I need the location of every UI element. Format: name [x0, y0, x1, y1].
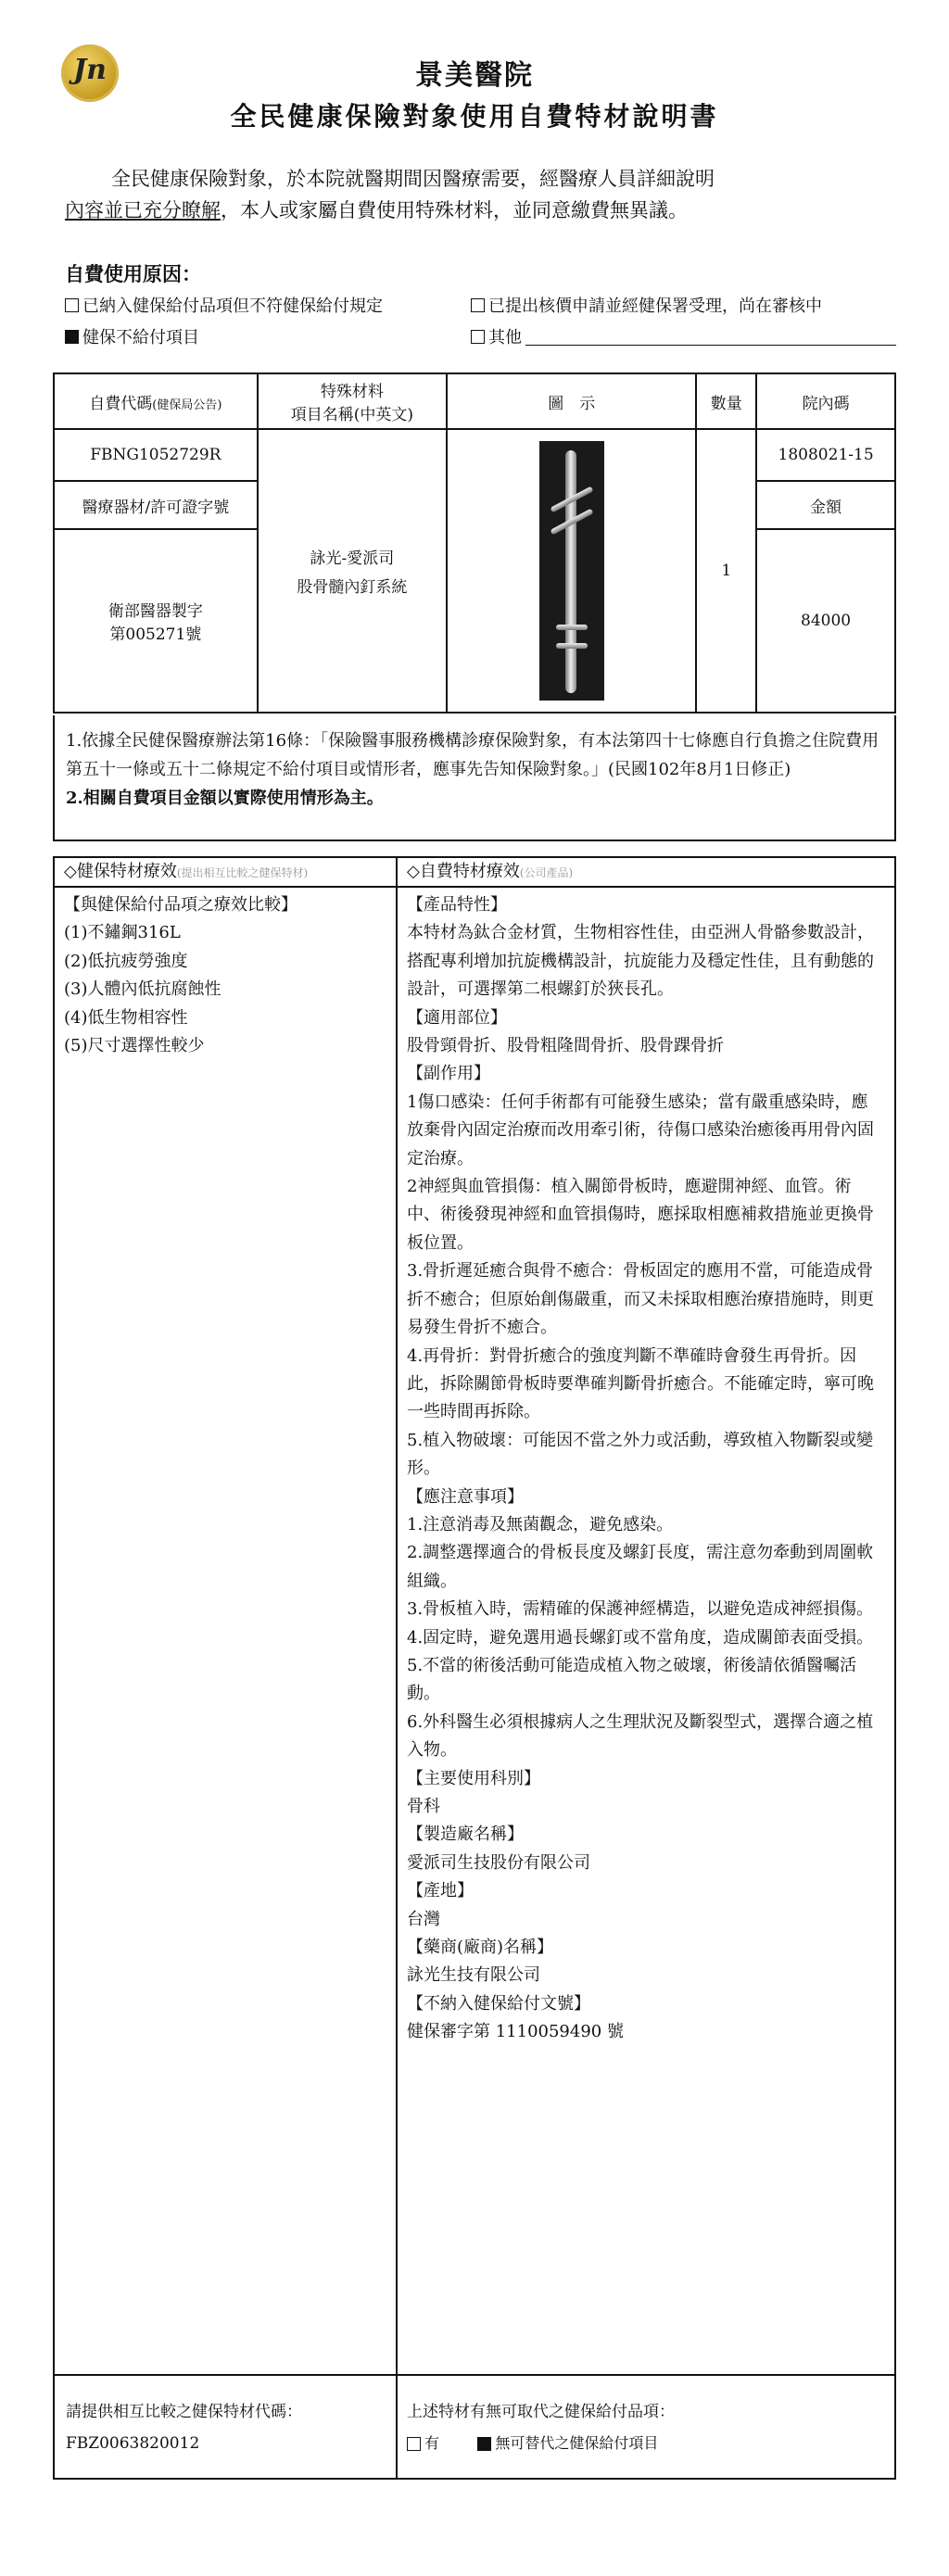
reason-option-1[interactable]: 已納入健保給付品項但不符健保給付規定 — [65, 293, 383, 317]
note-1: 1.依據全民健保醫療辦法第16條：「保險醫事服務機構診療保險對象，有本法第四十七條應自行負擔之住院費用第五十一條或五十二條規定不給付項目或情形者，應事先告知保險對象。」(民國102年8月1日修正) — [66, 731, 879, 779]
nhi-efficacy-column — [55, 858, 398, 2478]
item-name: 詠光-愛派司 股骨髓內釘系統 — [258, 429, 447, 713]
right-line: 【主要使用科別】 — [407, 1768, 540, 1788]
nhi-efficacy-header: ◇健保特材療效(提出相互比較之健保特材) — [55, 858, 396, 888]
right-line: 2神經與血管損傷：植入關節骨板時，應避開神經、血管。術中、術後發現神經和血管損傷時，應採取相應補救措施並更換骨板位置。 — [407, 1177, 874, 1253]
document-title: 全民健康保險對象使用自費特材說明書 — [230, 101, 719, 132]
amount-value: 84000 — [756, 529, 895, 713]
checkbox[interactable] — [65, 298, 79, 312]
right-line: 【藥商(廠商)名稱】 — [407, 1938, 554, 1958]
header-code: 自費代碼(健保局公告) — [54, 373, 258, 429]
hospital-name: 景美醫院 — [415, 59, 534, 92]
right-line: 【產品特性】 — [407, 895, 507, 915]
checkbox[interactable] — [471, 330, 485, 344]
checkbox[interactable] — [471, 298, 485, 312]
right-line: 本特材為鈦合金材質，生物相容性佳，由亞洲人骨骼參數設計，搭配專利增加抗旋機構設計，抗旋能力及穩定性佳，且有動態的設計，可選擇第二根螺釘於狹長孔。 — [407, 923, 874, 1000]
material-table — [53, 373, 896, 713]
left-line: (4)低生物相容性 — [64, 1007, 188, 1028]
left-line: 【與健保給付品項之療效比較】 — [64, 895, 297, 915]
right-line: 【製造廠名稱】 — [407, 1825, 524, 1845]
left-line: (1)不鏽鋼316L — [64, 923, 181, 943]
qty-value: 1 — [696, 429, 756, 713]
license-label: 醫療器材/許可證字號 — [54, 481, 258, 529]
right-line: 1傷口感染：任何手術都有可能發生感染；當有嚴重感染時，應放棄骨內固定治療而改用牽引術，待傷口感染治癒後再用骨內固定治療。 — [407, 1092, 874, 1168]
right-line: 詠光生技有限公司 — [407, 1965, 540, 1986]
right-line: 愛派司生技股份有限公司 — [407, 1852, 590, 1873]
checkbox[interactable] — [407, 2437, 421, 2451]
left-line: (5)尺寸選擇性較少 — [64, 1036, 205, 1056]
self-pay-efficacy-list — [398, 888, 894, 2047]
right-line: 3.骨折遲延癒合與骨不癒合：骨板固定的應用不當，可能造成骨折不癒合；但原始創傷嚴重，而又未採取相應治療措施時，則更易發生骨折不癒合。 — [407, 1261, 874, 1338]
compare-code-section: 請提供相互比較之健保特材代碼： FBZ0063820012 — [55, 2376, 398, 2478]
amount-label: 金額 — [756, 481, 895, 529]
reason-option-other[interactable]: 其他 — [471, 324, 896, 348]
hospital-logo: Jn — [61, 44, 119, 102]
right-line: 4.再骨折：對骨折癒合的強度判斷不準確時會發生再骨折。因此，拆除關節骨板時要準確判斷骨折癒合。不能確定時，寧可晚一些時間再拆除。 — [407, 1345, 874, 1422]
hosp-code-value: 1808021-15 — [756, 429, 895, 481]
right-line: 3.骨板植入時，需精確的保護神經構造，以避免造成神經損傷。 — [407, 1599, 874, 1620]
right-line: 2.調整選擇適合的骨板長度及螺釘長度，需注意勿牽動到周圍軟組織。 — [407, 1543, 874, 1591]
substitute-yes[interactable]: 有 — [407, 2428, 439, 2459]
substitute-no[interactable]: 無可替代之健保給付項目 — [477, 2428, 658, 2459]
right-line: 5.不當的術後活動可能造成植入物之破壞，術後請依循醫囑活動。 — [407, 1655, 857, 1704]
efficacy-table — [53, 856, 896, 2480]
license-value: 衛部醫器製字 第005271號 — [54, 529, 258, 713]
header-item: 特殊材料 項目名稱(中英文) — [258, 373, 447, 429]
right-line: 5.植入物破壞：可能因不當之外力或活動，導致植入物斷裂或變形。 — [407, 1430, 874, 1479]
reason-option-3[interactable]: 健保不給付項目 — [65, 324, 199, 348]
header-hosp-code: 院內碼 — [756, 373, 895, 429]
notes-box — [53, 715, 896, 841]
efficacy-footer — [55, 2374, 894, 2478]
right-line: 股骨頸骨折、股骨粗隆間骨折、股骨踝骨折 — [407, 1036, 724, 1056]
right-line: 健保審字第 1110059490 號 — [407, 2022, 624, 2042]
self-pay-efficacy-column — [398, 858, 894, 2478]
implant-image — [539, 441, 604, 701]
right-line: 【副作用】 — [407, 1064, 490, 1084]
left-line: (3)人體內低抗腐蝕性 — [64, 979, 221, 1000]
other-input-line[interactable] — [525, 328, 896, 346]
substitute-section: 上述特材有無可取代之健保給付品項： 有 無可替代之健保給付項目 — [398, 2376, 894, 2498]
right-line: 1.注意消毒及無菌觀念，避免感染。 — [407, 1514, 674, 1534]
implant-image-cell — [447, 429, 696, 713]
code-value: FBNG1052729R — [54, 429, 258, 481]
right-line: 4.固定時，避免選用過長螺釘或不當角度，造成關節表面受損。 — [407, 1627, 874, 1648]
reason-title: 自費使用原因： — [65, 262, 201, 285]
right-line: 台灣 — [407, 1909, 440, 1929]
right-line: 骨科 — [407, 1797, 440, 1816]
right-line: 【不納入健保給付文號】 — [407, 1993, 590, 2014]
note-2: 2.相關自費項目金額以實際使用情形為主。 — [66, 789, 384, 808]
reason-option-2[interactable]: 已提出核價申請並經健保署受理，尚在審核中 — [471, 293, 822, 317]
header-qty: 數量 — [696, 373, 756, 429]
intro-paragraph: 全民健康保險對象，於本院就醫期間因醫療需要，經醫療人員詳細說明 內容並已充分瞭解，本人或家屬自費使用特殊材料，並同意繳費無異議。 — [65, 168, 715, 221]
left-line: (2)低抗疲勞強度 — [64, 951, 188, 971]
right-line: 【產地】 — [407, 1881, 474, 1901]
checkbox-checked[interactable] — [477, 2437, 491, 2451]
header-image: 圖 示 — [447, 373, 696, 429]
right-line: 【應注意事項】 — [407, 1486, 524, 1507]
compare-code-value: FBZ0063820012 — [66, 2434, 200, 2453]
checkbox-checked[interactable] — [65, 330, 79, 344]
right-line: 6.外科醫生必須根據病人之生理狀況及斷裂型式，選擇合適之植入物。 — [407, 1711, 874, 1761]
right-line: 【適用部位】 — [407, 1007, 507, 1028]
self-pay-efficacy-header: ◇自費特材療效(公司產品) — [398, 858, 894, 888]
nhi-efficacy-list — [55, 888, 396, 1060]
